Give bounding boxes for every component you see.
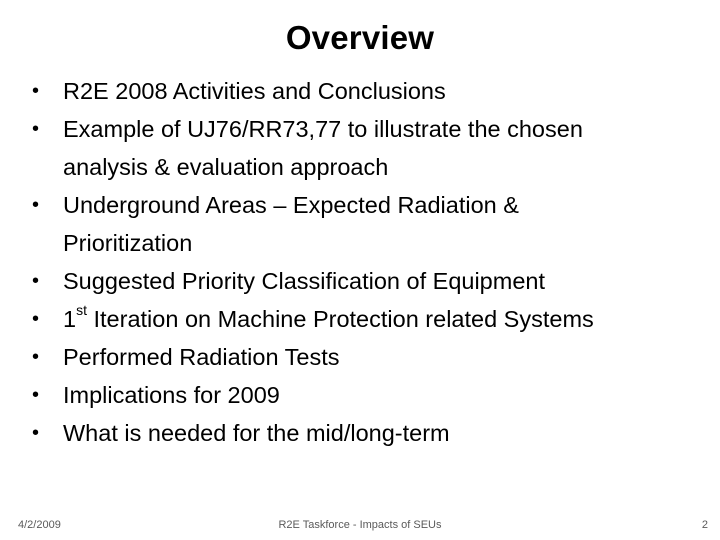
bullet-icon: • [32,80,40,102]
bullet-text: What is needed for the mid/long-term [63,420,450,446]
bullet-item [32,338,712,376]
footer-date: 4/2/2009 [18,519,61,531]
bullet-text-continued: analysis & evaluation approach [63,154,389,180]
page-number: 2 [701,519,708,531]
bullet-icon: • [32,422,40,444]
bullet-text-continued: Prioritization [63,230,193,256]
bullet-icon: • [32,308,40,330]
bullet-item [32,376,712,414]
bullet-text: R2E 2008 Activities and Conclusions [63,78,446,104]
bullet-text: Suggested Priority Classification of Equipment [63,268,545,294]
bullet-text: Example of UJ76/RR73,77 to illustrate the chosen [63,116,583,142]
slide-title: Overview [285,19,435,56]
footer-title: R2E Taskforce - Impacts of SEUs [278,519,442,531]
bullet-text: Iteration on Machine Protection related Systems [86,306,594,332]
bullet-item [32,186,712,262]
bullet-icon: • [32,270,40,292]
bullet-item [32,300,712,338]
ordinal-superscript: st [76,302,87,319]
bullet-text: Implications for 2009 [63,382,280,408]
bullet-icon: • [32,194,40,216]
bullet-text: Underground Areas – Expected Radiation & [63,192,519,218]
bullet-text-prefix: 1 [63,306,77,332]
bullet-item [32,262,712,300]
bullet-item [32,414,712,452]
bullet-list [32,72,712,452]
bullet-text: Performed Radiation Tests [63,344,340,370]
bullet-icon: • [32,118,40,140]
bullet-icon: • [32,346,40,368]
bullet-icon: • [32,384,40,406]
bullet-item [32,110,712,186]
bullet-item [32,72,712,110]
